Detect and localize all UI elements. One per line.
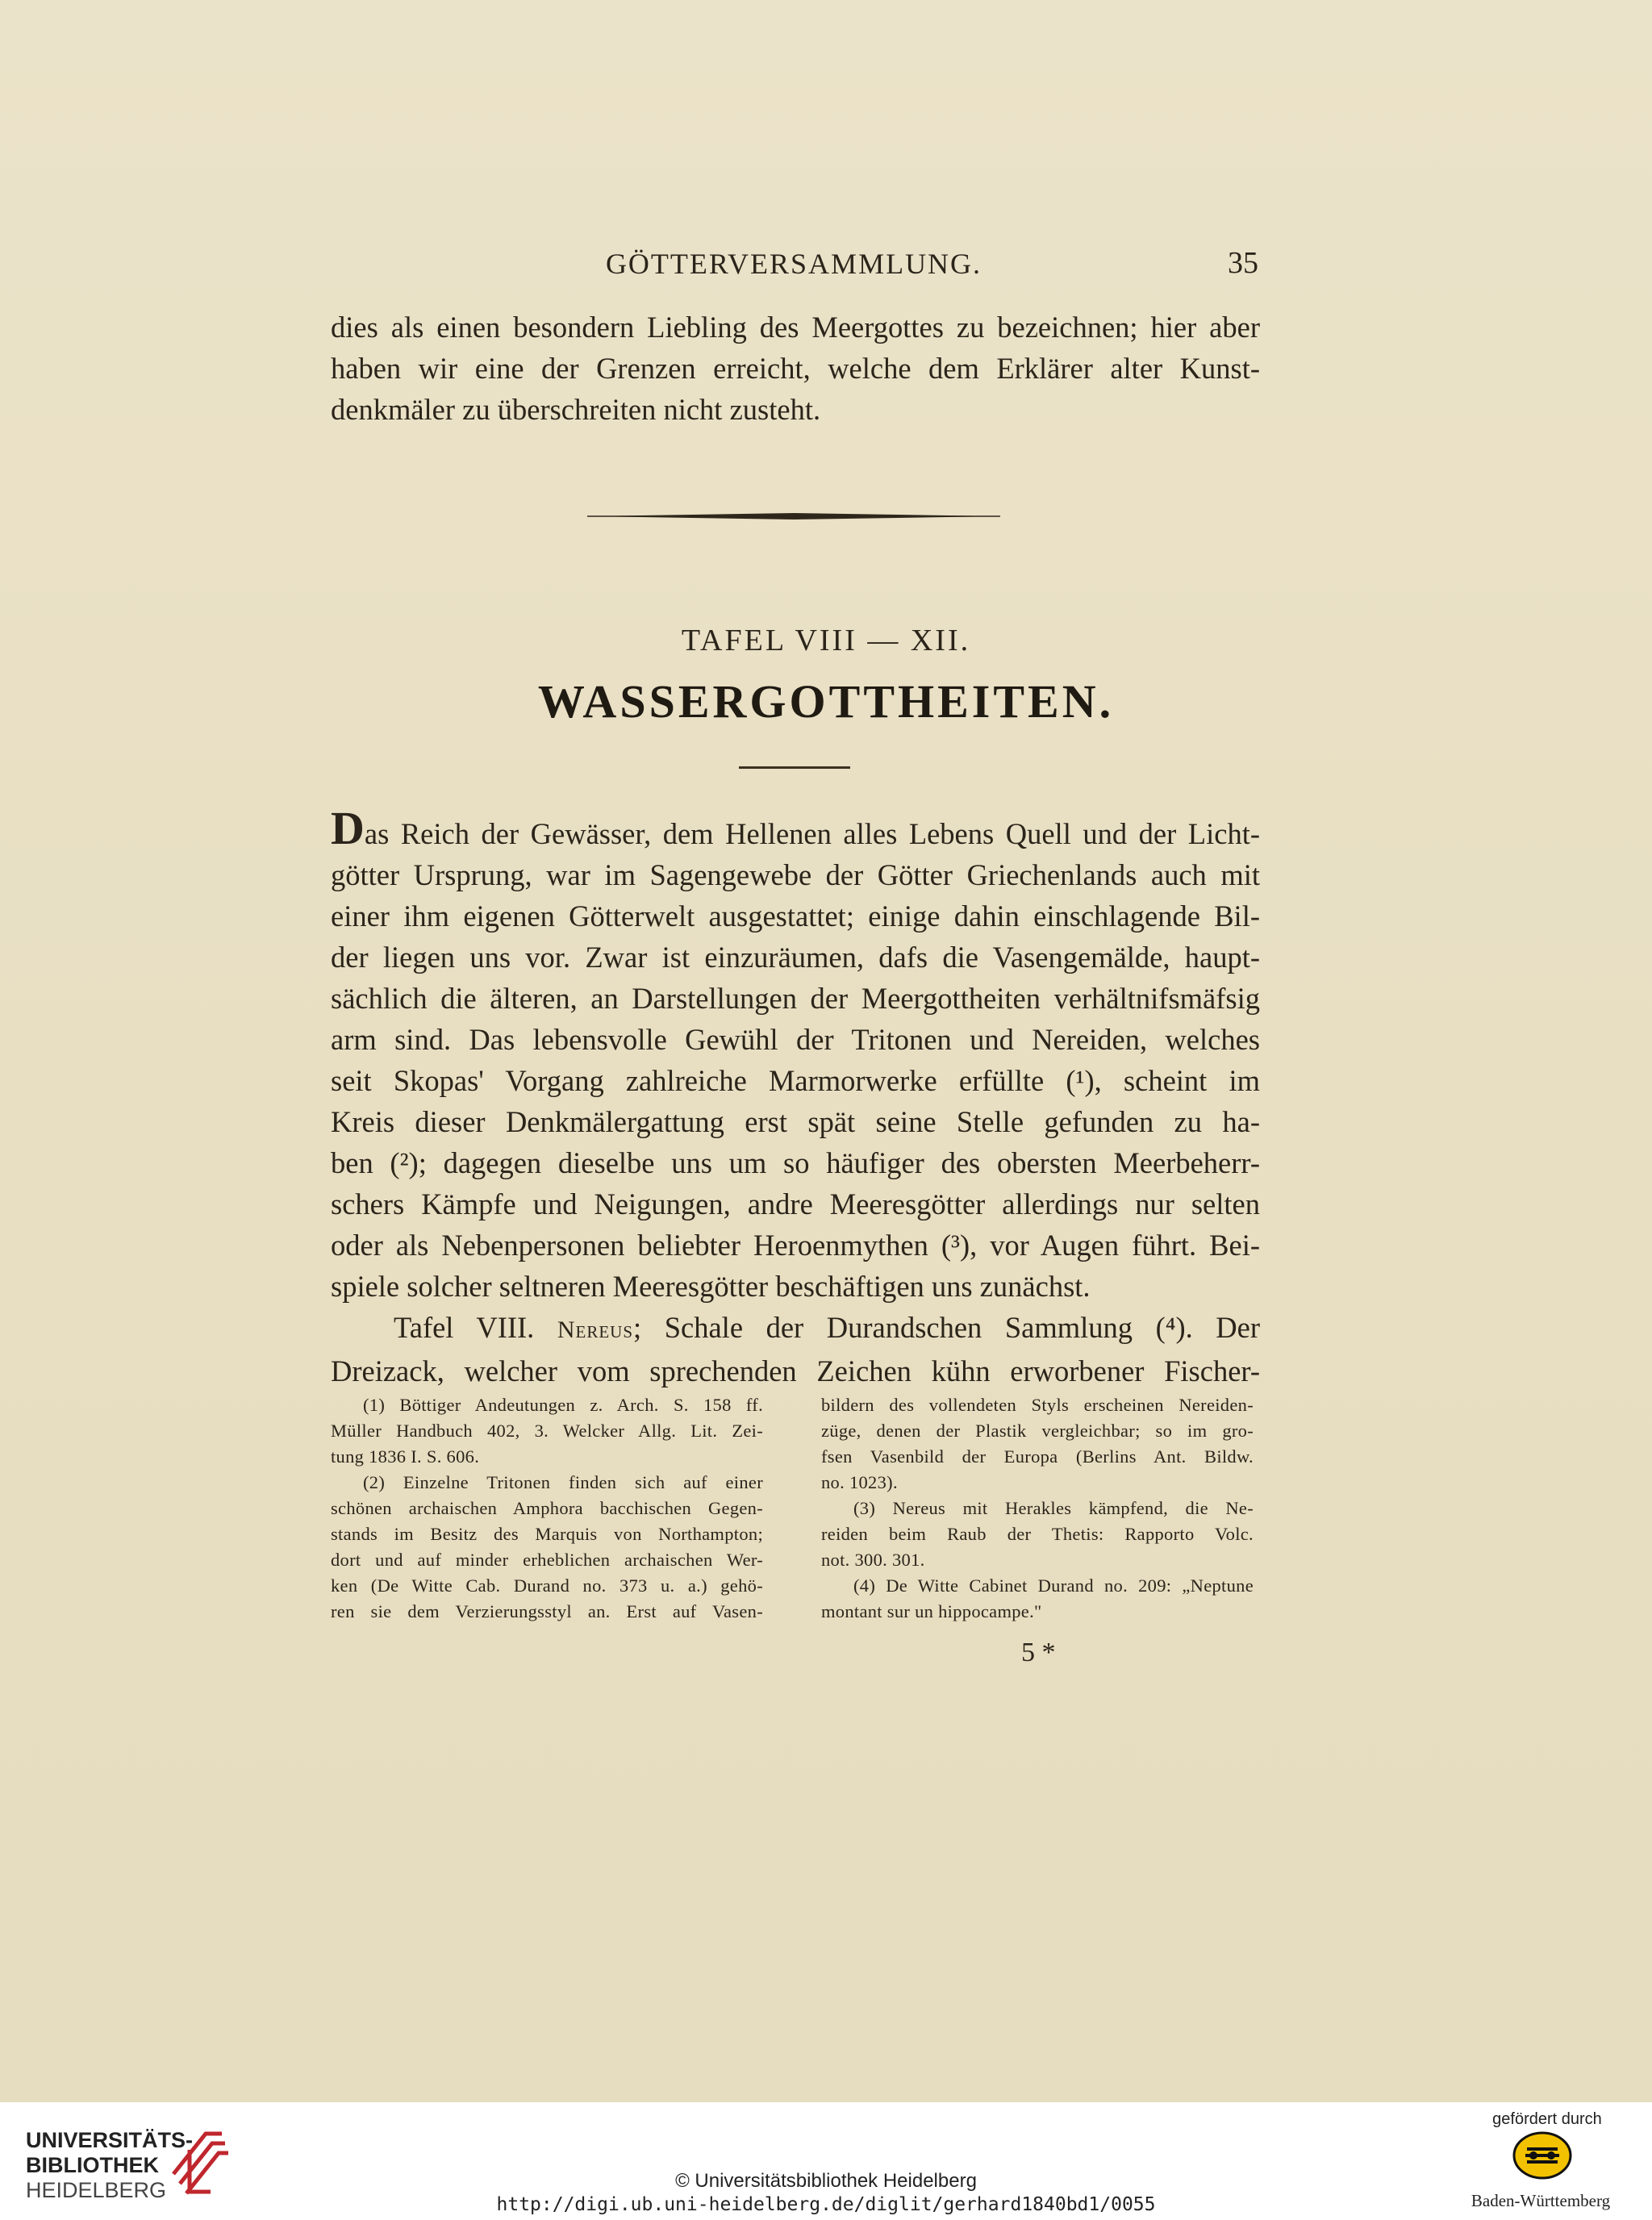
body-paragraph xyxy=(331,802,1261,1392)
text-line: götter Ursprung, war im Sagengewebe der Götter Griechenlands auch mit xyxy=(331,858,1260,891)
text-line: schers Kämpfe und Neigungen, andre Meeresgötter allerdings nur selten xyxy=(331,1187,1260,1221)
footnotes-left-column xyxy=(331,1392,763,1625)
footnote-line: (1) Böttiger Andeutungen z. Arch. S. 158 ff. xyxy=(363,1395,763,1415)
drop-cap: D xyxy=(331,802,365,854)
running-title: GÖTTERVERSAMMLUNG. xyxy=(605,248,982,280)
permalink-url[interactable]: http://digi.ub.uni-heidelberg.de/diglit/gerhard1840bd1/0055 xyxy=(496,2194,1156,2215)
footnote-line: schönen archaischen Amphora bacchischen Gegen- xyxy=(331,1498,763,1518)
footnote-line: (4) De Witte Cabinet Durand no. 209: „Neptune xyxy=(853,1575,1254,1596)
state-coat-of-arms-icon xyxy=(1512,2131,1572,2180)
text-line: arm sind. Das lebensvolle Gewühl der Tritonen und Nereiden, welches xyxy=(331,1023,1260,1056)
intro-paragraph xyxy=(331,307,1260,430)
library-name-line: UNIVERSITÄTS- xyxy=(26,2128,194,2152)
text-fragment: ; Schale der Durandschen Sammlung (⁴). Der xyxy=(633,1311,1261,1344)
copyright-notice: © Universitätsbibliothek Heidelberg xyxy=(675,2170,977,2192)
section-headline: WASSERGOTTHEITEN. xyxy=(537,675,1115,728)
footnote-line: stands im Besitz des Marquis von Northampton; xyxy=(331,1524,763,1544)
page-number: 35 xyxy=(1228,246,1258,280)
footnote-line: ren sie dem Verzierungsstyl an. Erst auf Vasen- xyxy=(331,1601,763,1621)
text-line: sächlich die älteren, an Darstellungen der Meergottheiten verhältnifsmäfsig xyxy=(331,982,1260,1015)
text-line: der liegen uns vor. Zwar ist einzuräumen, dafs die Vasengemälde, haupt- xyxy=(331,941,1260,974)
text-line: spiele solcher seltneren Meeresgötter beschäftigen uns zunächst. xyxy=(331,1270,1091,1303)
footnote-line: (2) Einzelne Tritonen finden sich auf einer xyxy=(363,1472,763,1492)
text-line: Kreis dieser Denkmälergattung erst spät seine Stelle gefunden zu ha- xyxy=(331,1105,1260,1138)
signature-mark: 5 * xyxy=(1021,1638,1056,1667)
footnote-line: Müller Handbuch 402, 3. Welcker Allg. Lit. Zei- xyxy=(331,1421,763,1441)
footnote-line: bildern des vollendeten Styls erscheinen Nereiden- xyxy=(821,1395,1254,1415)
footnote-line: reiden beim Raub der Thetis: Rapporto Volc. xyxy=(821,1524,1254,1544)
text-line xyxy=(331,1307,1260,1350)
footnote-line: ken (De Witte Cab. Durand no. 373 u. a.) gehö- xyxy=(331,1575,763,1596)
text-line xyxy=(331,802,1260,854)
text-line: seit Skopas' Vorgang zahlreiche Marmorwerke erfüllte (¹), scheint im xyxy=(331,1064,1260,1097)
first-line-text: as Reich der Gewässer, dem Hellenen alles Lebens Quell und der Licht- xyxy=(364,817,1260,850)
text-line: einer ihm eigenen Götterwelt ausgestattet; einige dahin einschlagende Bil- xyxy=(331,899,1260,933)
funded-by-label: gefördert durch xyxy=(1492,2110,1602,2128)
text-line: Dreizack, welcher vom sprechenden Zeichen kühn erworbener Fischer- xyxy=(331,1354,1260,1388)
plate-heading: TAFEL VIII — XII. xyxy=(681,624,971,657)
ornamental-rule xyxy=(587,513,1000,520)
text-line: denkmäler zu überschreiten nicht zusteht. xyxy=(331,393,821,426)
footnotes-right-column xyxy=(821,1392,1254,1625)
text-line: dies als einen besondern Liebling des Meergottes zu bezeichnen; hier aber xyxy=(331,311,1260,344)
text-line: ben (²); dagegen dieselbe uns um so häufiger des obersten Meerbeherr- xyxy=(331,1146,1260,1179)
footnote-line: züge, denen der Plastik vergleichbar; so im gro- xyxy=(821,1421,1254,1441)
plate-ref: Tafel VIII. xyxy=(394,1311,535,1344)
footnote-line: tung 1836 I. S. 606. xyxy=(331,1446,480,1467)
state-name: Baden-Württemberg xyxy=(1471,2191,1611,2210)
footnote-line: no. 1023). xyxy=(821,1472,898,1492)
short-rule xyxy=(739,766,850,769)
library-name-line: BIBLIOTHEK xyxy=(26,2153,159,2177)
footnote-line: (3) Nereus mit Herakles kämpfend, die Ne- xyxy=(853,1498,1254,1518)
footnote-line: dort und auf minder erheblichen archaischen Wer- xyxy=(331,1550,763,1570)
footnote-line: montant sur un hippocampe." xyxy=(821,1601,1042,1621)
text-line: haben wir eine der Grenzen erreicht, welche dem Erklärer alter Kunst- xyxy=(331,352,1260,385)
small-caps-name: Nereus xyxy=(557,1317,634,1343)
text-line: oder als Nebenpersonen beliebter Heroenmythen (³), vor Augen führt. Bei- xyxy=(331,1229,1260,1262)
footnote-line: fsen Vasenbild der Europa (Berlins Ant. Bildw. xyxy=(821,1446,1254,1467)
library-name-line: HEIDELBERG xyxy=(26,2178,167,2202)
footnote-line: not. 300. 301. xyxy=(821,1550,925,1570)
running-head xyxy=(329,240,1258,289)
